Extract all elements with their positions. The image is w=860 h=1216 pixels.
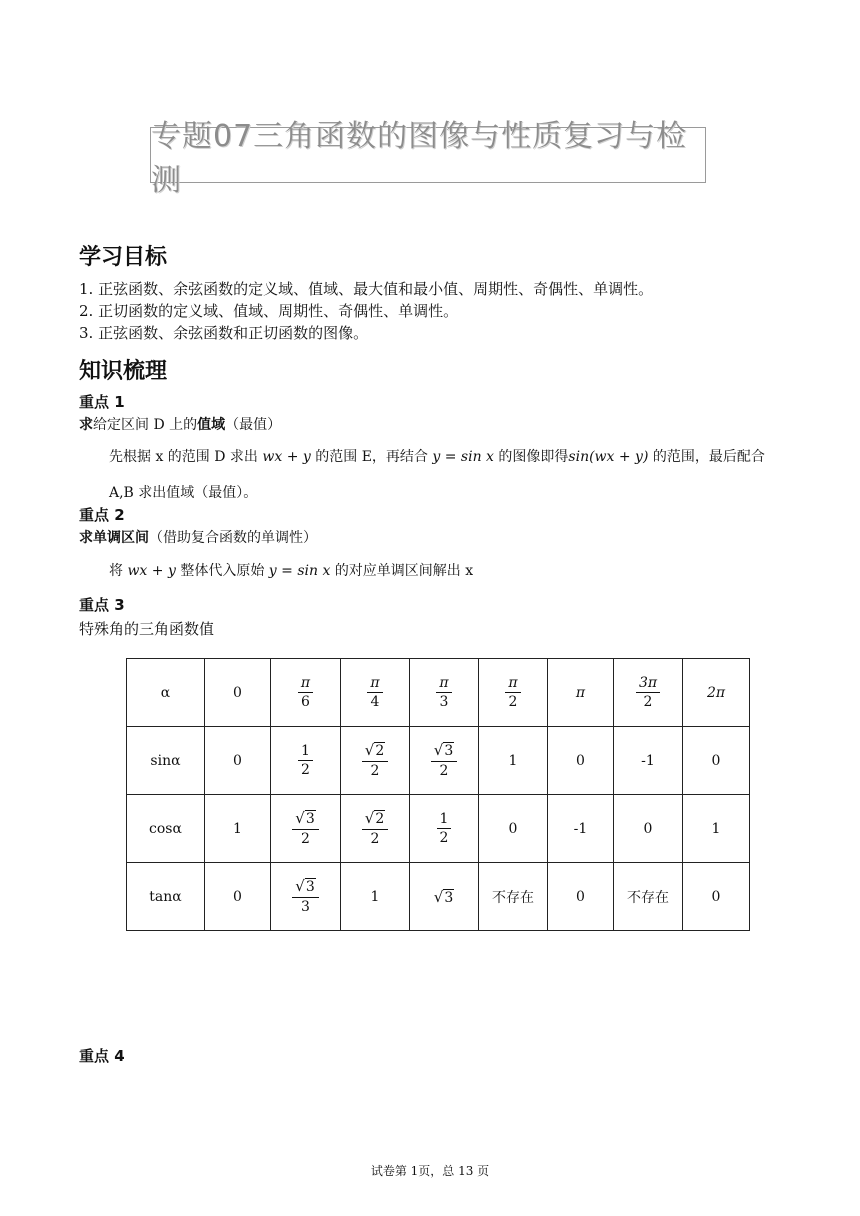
cell-value: 1 <box>370 888 380 905</box>
key2-text-b: 整体代入原始 <box>180 563 265 579</box>
fraction-denominator: 2 <box>301 830 310 847</box>
cell-value: 0 <box>233 684 242 701</box>
fraction <box>431 742 457 778</box>
goal-item-1: 1. 正弦函数、余弦函数的定义域、值域、最大值和最小值、周期性、奇偶性、单调性。 <box>79 280 654 298</box>
key-point-1-body-line2: A,B 求出值域（最值）。 <box>109 485 258 501</box>
fraction-numerator: 1 <box>298 743 313 761</box>
key-point-3-label: 重点 3 <box>79 596 125 614</box>
sqrt-expression <box>365 742 385 759</box>
table-cell <box>205 795 271 863</box>
cell-value: 0 <box>711 888 721 905</box>
cell-value: 0 <box>233 752 242 769</box>
key1-expr-2: y = sin x <box>432 449 494 465</box>
fraction-numerator <box>292 878 318 897</box>
table-cell <box>410 727 479 795</box>
table-cell <box>271 863 341 931</box>
fraction-numerator <box>362 742 388 761</box>
table-row <box>127 727 750 795</box>
key-point-2-label: 重点 2 <box>79 506 125 524</box>
cell-value: 不存在 <box>627 889 669 906</box>
radicand: 3 <box>444 743 454 760</box>
table-row <box>127 863 750 931</box>
key-point-2-sub-suffix: （借助复合函数的单调性） <box>149 530 317 546</box>
sqrt-expression <box>365 810 385 827</box>
fraction-denominator: 2 <box>643 694 653 710</box>
table-cell <box>614 863 683 931</box>
key1-text-a: 先根据 x 的范围 D 求出 <box>109 449 258 465</box>
fraction-denominator: 6 <box>301 694 310 710</box>
fraction-denominator: 2 <box>508 694 518 710</box>
page-footer: 试卷第 1页，总 13 页 <box>370 1164 490 1178</box>
table-cell <box>479 795 548 863</box>
fraction <box>437 811 452 846</box>
radical-sign: √ <box>433 741 444 760</box>
key-point-2-body <box>109 560 473 580</box>
table-cell <box>341 727 410 795</box>
cell-value: 0 <box>508 820 518 837</box>
key1-expr-1: wx + y <box>262 449 311 465</box>
key1-text-c: 的图像即得 <box>498 449 569 465</box>
table-cell <box>410 795 479 863</box>
table-cell <box>548 863 614 931</box>
fraction-numerator: π <box>436 675 451 693</box>
table-cell <box>548 795 614 863</box>
table-cell <box>683 795 750 863</box>
key2-expr-2: y = sin x <box>268 563 331 579</box>
fraction-denominator: 2 <box>439 762 449 779</box>
radical-sign: √ <box>295 877 305 896</box>
key-point-1-sub-mid: 给定区间 D 上的 <box>93 417 198 433</box>
section-heading-knowledge: 知识梳理 <box>79 359 168 384</box>
cell-value: 1 <box>508 752 518 769</box>
table-cell <box>479 863 548 931</box>
radicand: 3 <box>305 879 315 896</box>
key1-text-b: 的范围 E，再结合 <box>315 449 428 465</box>
table-cell <box>479 727 548 795</box>
key2-expr-1: wx + y <box>127 563 176 579</box>
fraction-denominator: 4 <box>370 694 380 710</box>
cell-value: 0 <box>643 820 653 837</box>
fraction <box>292 810 318 846</box>
cell-value: 0 <box>233 888 242 905</box>
key-point-1-verb: 求 <box>79 417 93 433</box>
table-cell <box>271 659 341 727</box>
page-title: 专题07三角函数的图像与性质复习与检测 <box>150 127 706 183</box>
sqrt-expression <box>295 878 315 895</box>
table-cell <box>205 863 271 931</box>
key-point-1-sub-suffix: （最值） <box>225 417 282 433</box>
goal-item-2: 2. 正切函数的定义域、值域、周期性、奇偶性、单调性。 <box>79 302 459 320</box>
table-cell <box>683 727 750 795</box>
table-row <box>127 659 750 727</box>
key1-text-d: 的范围，最后配合 <box>652 449 765 465</box>
fraction-numerator: π <box>505 675 520 693</box>
table-cell <box>271 727 341 795</box>
special-angle-table <box>126 658 750 931</box>
fraction-denominator: 2 <box>370 762 380 779</box>
radical-sign: √ <box>364 741 375 760</box>
table-cell <box>548 659 614 727</box>
fraction-numerator: π <box>298 675 313 693</box>
key-point-1-body <box>109 446 765 466</box>
cell-value: 0 <box>576 752 585 769</box>
cell-value: -1 <box>641 752 655 769</box>
table-cell <box>614 727 683 795</box>
cell-value: 2π <box>706 684 726 701</box>
radicand: 3 <box>305 811 315 828</box>
radicand: 2 <box>375 743 385 760</box>
key2-text-c: 的对应单调区间解出 x <box>334 563 474 579</box>
fraction <box>636 675 660 710</box>
key-point-1-label: 重点 1 <box>79 393 125 411</box>
row-label-alpha: α <box>127 659 205 727</box>
fraction-numerator <box>431 742 457 761</box>
radical-sign: √ <box>295 809 305 828</box>
cell-value: 1 <box>233 820 242 837</box>
cell-value: 0 <box>576 888 585 905</box>
cell-value: 1 <box>711 820 721 837</box>
key-point-2-subtitle <box>79 527 317 547</box>
radical-sign: √ <box>364 809 375 828</box>
table-cell <box>205 659 271 727</box>
key-point-1-sub-bold: 值域 <box>197 417 226 433</box>
sqrt-expression <box>434 888 454 906</box>
sqrt-expression <box>434 742 454 759</box>
cell-value: -1 <box>573 820 588 837</box>
fraction <box>292 878 318 914</box>
table-cell <box>410 659 479 727</box>
key-point-3-subtitle: 特殊角的三角函数值 <box>79 620 215 638</box>
section-heading-learning-goals: 学习目标 <box>79 245 168 270</box>
fraction <box>436 675 451 710</box>
fraction-numerator: 1 <box>437 811 452 829</box>
key2-text-a: 将 <box>109 563 123 579</box>
fraction <box>298 675 313 710</box>
fraction <box>362 742 388 778</box>
table-cell <box>341 659 410 727</box>
fraction-numerator: 3π <box>636 675 660 693</box>
table-row <box>127 795 750 863</box>
cell-value: π <box>575 684 586 701</box>
table-cell <box>548 727 614 795</box>
table-cell <box>614 659 683 727</box>
cell-value: 0 <box>711 752 721 769</box>
fraction-numerator: π <box>367 675 382 693</box>
fraction <box>362 810 388 846</box>
fraction-denominator: 2 <box>370 830 380 847</box>
table-cell <box>683 863 750 931</box>
cell-value: 不存在 <box>492 889 534 906</box>
row-label-cos: cosα <box>127 795 205 863</box>
table-cell <box>341 863 410 931</box>
key-point-1-subtitle <box>79 414 281 434</box>
row-label-sin: sinα <box>127 727 205 795</box>
fraction-denominator: 3 <box>301 898 310 915</box>
fraction-numerator <box>292 810 318 829</box>
radicand: 2 <box>375 811 385 828</box>
key-point-2-sub-bold: 求单调区间 <box>79 530 149 546</box>
row-label-tan: tanα <box>127 863 205 931</box>
sqrt-expression <box>295 810 315 827</box>
table-cell <box>410 863 479 931</box>
key1-expr-3: sin(wx + y) <box>568 449 649 465</box>
table-cell <box>614 795 683 863</box>
table-cell <box>683 659 750 727</box>
fraction-denominator: 2 <box>439 830 449 846</box>
fraction <box>505 675 520 710</box>
fraction-denominator: 2 <box>301 762 310 778</box>
radical-sign: √ <box>433 887 444 906</box>
table-cell <box>205 727 271 795</box>
goal-item-3: 3. 正弦函数、余弦函数和正切函数的图像。 <box>79 324 369 342</box>
fraction <box>298 743 313 778</box>
table-cell <box>271 795 341 863</box>
key-point-4-label: 重点 4 <box>79 1047 125 1065</box>
fraction-denominator: 3 <box>439 694 449 710</box>
fraction-numerator <box>362 810 388 829</box>
table-cell <box>341 795 410 863</box>
table-cell <box>479 659 548 727</box>
fraction <box>367 675 382 710</box>
radicand: 3 <box>444 889 454 906</box>
